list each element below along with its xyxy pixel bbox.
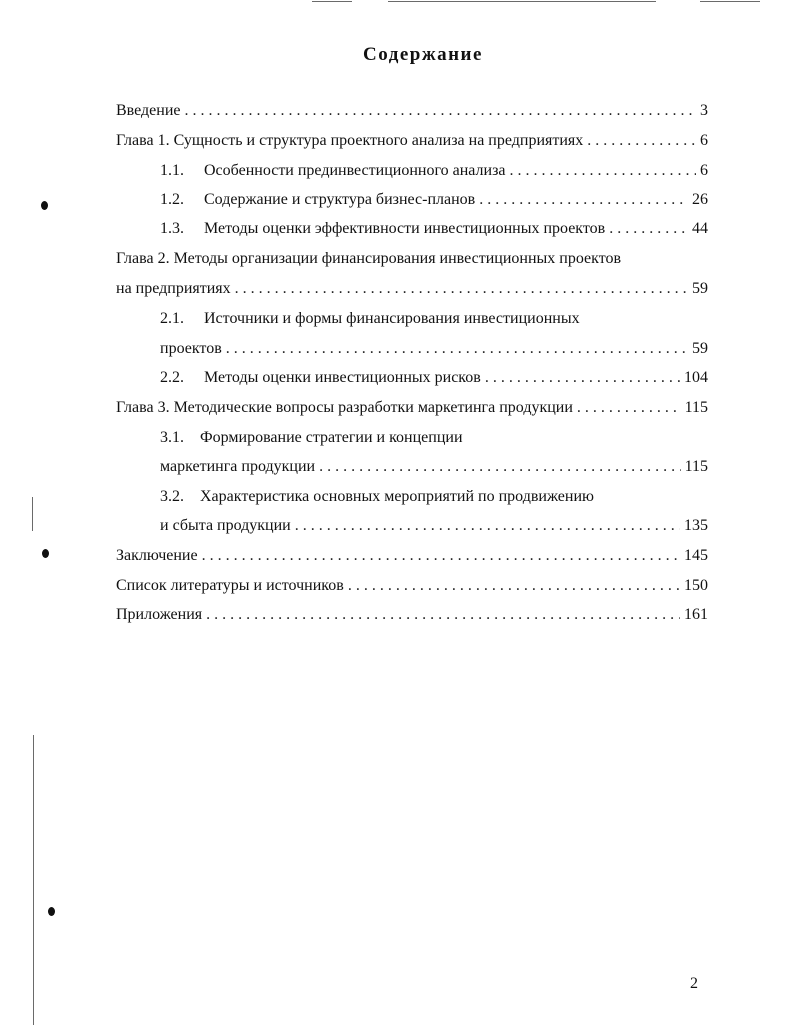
toc-entry-text: Характеристика основных мероприятий по продвижению	[200, 488, 594, 505]
toc-entry-text: Введение	[116, 102, 181, 119]
toc-entry-section-3-2-line-1	[160, 487, 594, 507]
toc-leader-dots	[510, 161, 697, 181]
toc-leader-dots	[485, 368, 680, 388]
toc-entry-number: 2.2.	[160, 369, 184, 386]
toc-leader-dots	[479, 190, 688, 210]
toc-entry-section-3-2	[160, 516, 708, 536]
toc-entry-chapter-2-line-1: Глава 2. Методы организации финансирования инвестиционных проектов	[116, 250, 622, 267]
toc-leader-dots	[348, 576, 680, 596]
binder-hole-dot-1	[41, 201, 48, 210]
toc-entry-bibliography	[116, 576, 708, 596]
toc-entry-section-3-1	[160, 457, 708, 477]
toc-entry-section-1-1	[160, 161, 708, 181]
toc-entry-text: и сбыта продукции	[160, 517, 291, 534]
toc-entry-page: 135	[684, 517, 708, 534]
toc-leader-dots	[185, 101, 697, 121]
toc-entry-section-2-1-line-1	[160, 309, 580, 329]
toc-leader-dots	[587, 131, 696, 151]
toc-entry-section-3-1-line-1	[160, 428, 463, 448]
toc-entry-text: Приложения	[116, 606, 203, 623]
toc-entry-text: маркетинга продукции	[160, 458, 316, 475]
scan-artifact-left-line-2	[33, 735, 34, 1025]
toc-entry-page: 104	[684, 369, 708, 386]
toc-entry-page: 26	[692, 191, 708, 208]
toc-entry-page: 6	[700, 162, 708, 179]
toc-leader-dots	[235, 279, 688, 299]
toc-entry-page: 59	[692, 340, 708, 357]
toc-entry-page: 6	[700, 132, 708, 149]
toc-entry-text: Глава 1. Сущность и структура проектного анализа на предприятиях	[116, 132, 584, 149]
toc-entry-number: 3.1.	[160, 429, 184, 446]
toc-entry-text: Методы оценки инвестиционных рисков	[204, 369, 481, 386]
scan-artifact-left-line-1	[32, 497, 33, 531]
toc-leader-dots	[202, 546, 680, 566]
toc-entry-text: Список литературы и источников	[116, 577, 344, 594]
toc-entry-page: 161	[684, 606, 708, 623]
toc-entry-page: 44	[692, 220, 708, 237]
toc-entry-section-1-3	[160, 219, 708, 239]
toc-entry-section-1-2	[160, 190, 708, 210]
toc-entry-chapter-3	[116, 398, 708, 418]
page-number: 2	[690, 975, 698, 992]
scan-artifact-top-line-2	[388, 1, 656, 2]
toc-entry-appendices	[116, 605, 708, 625]
toc-entry-chapter-1	[116, 131, 708, 151]
toc-leader-dots	[319, 457, 681, 477]
toc-entry-text: Методы оценки эффективности инвестиционных проектов	[204, 220, 606, 237]
toc-entry-page: 59	[692, 280, 708, 297]
page-title: Содержание	[363, 44, 483, 65]
toc-entry-number: 1.3.	[160, 220, 184, 237]
binder-hole-dot-3	[48, 907, 55, 916]
toc-entry-text: Содержание и структура бизнес-планов	[204, 191, 476, 208]
toc-entry-number: 2.1.	[160, 310, 184, 327]
toc-leader-dots	[295, 516, 680, 536]
scan-artifact-top-line-1	[312, 1, 352, 2]
toc-entry-page: 150	[684, 577, 708, 594]
toc-leader-dots	[577, 398, 681, 418]
toc-entry-text: Особенности прединвестиционного анализа	[204, 162, 506, 179]
toc-entry-text: Глава 3. Методические вопросы разработки маркетинга продукции	[116, 399, 573, 416]
toc-entry-number: 3.2.	[160, 488, 184, 505]
toc-entry-page: 115	[684, 399, 708, 416]
toc-leader-dots	[609, 219, 688, 239]
scan-artifact-top-line-3	[700, 1, 760, 2]
binder-hole-dot-2	[42, 549, 49, 558]
toc-entry-number: 1.2.	[160, 191, 184, 208]
toc-entry-introduction	[116, 101, 708, 121]
toc-entry-page: 145	[684, 547, 708, 564]
toc-entry-text: Источники и формы финансирования инвестиционных	[204, 310, 580, 327]
toc-entry-text: проектов	[160, 340, 222, 357]
toc-entry-text: на предприятиях	[116, 280, 231, 297]
toc-entry-page: 115	[684, 458, 708, 475]
toc-entry-conclusion	[116, 546, 708, 566]
toc-entry-text: Заключение	[116, 547, 198, 564]
toc-leader-dots	[206, 605, 680, 625]
toc-entry-chapter-2	[116, 279, 708, 299]
toc-entry-page: 3	[700, 102, 708, 119]
toc-entry-section-2-1	[160, 339, 708, 359]
toc-leader-dots	[226, 339, 688, 359]
toc-entry-section-2-2	[160, 368, 708, 388]
toc-entry-number: 1.1.	[160, 162, 184, 179]
toc-entry-text: Формирование стратегии и концепции	[200, 429, 463, 446]
